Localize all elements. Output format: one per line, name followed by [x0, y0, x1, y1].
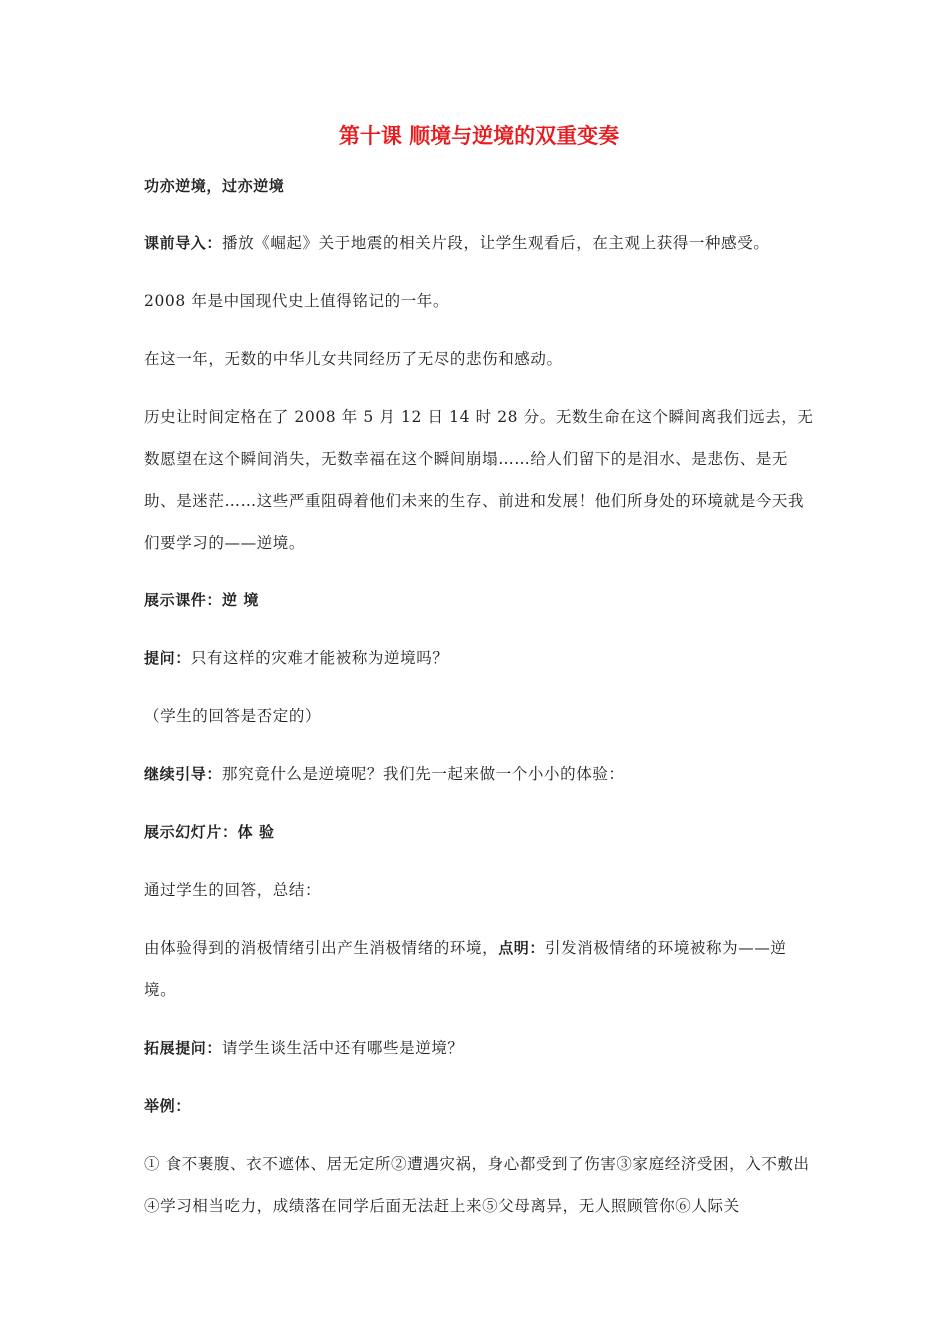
- guide-text: 那究竟什么是逆境呢？我们先一起来做一个小小的体验：: [222, 765, 625, 783]
- lesson-title: 第十课 顺境与逆境的双重变奏: [338, 124, 620, 148]
- question-label: 提问：: [144, 649, 191, 667]
- experience-paragraph: [144, 927, 814, 1011]
- guide-label: 继续引导：: [144, 765, 223, 783]
- example-heading: 举例：: [144, 1097, 191, 1115]
- point-label: 点明：: [498, 939, 546, 957]
- question-paragraph: [144, 644, 814, 672]
- show-courseware: 展示课件：逆 境: [144, 591, 260, 609]
- experience-text-1: 由体验得到的消极情绪引出产生消极情绪的环境，: [144, 939, 499, 957]
- question-text: 只有这样的灾难才能被称为逆境吗？: [190, 649, 449, 667]
- subtitle: 功亦逆境，过亦逆境: [144, 177, 285, 195]
- intro-paragraph: [144, 229, 814, 257]
- paragraph-history: 历史让时间定格在了 2008 年 5 月 12 日 14 时 28 分。无数生命在这个瞬间离我们远去，无数愿望在这个瞬间消失，无数幸福在这个瞬间崩塌……给人们留下的是泪水、是悲伤、是无助、是迷茫……这些严重阻碍着他们未来的生存、前进和发展！他们所身处的环境就是今天我们要学习的——逆境。: [144, 408, 814, 552]
- guide-paragraph: [144, 760, 814, 788]
- extension-text: 请学生谈生活中还有哪些是逆境？: [222, 1039, 464, 1057]
- summary-paragraph: 通过学生的回答，总结：: [144, 881, 322, 899]
- intro-label: 课前导入：: [144, 234, 223, 252]
- student-answer: （学生的回答是否定的）: [144, 707, 322, 725]
- intro-text: 播放《崛起》关于地震的相关片段，让学生观看后，在主观上获得一种感受。: [222, 234, 770, 252]
- extension-label: 拓展提问：: [144, 1039, 223, 1057]
- example-list: ① 食不裹腹、衣不遮体、居无定所②遭遇灾祸，身心都受到了伤害③家庭经济受困，入不敷出④学习相当吃力，成绩落在同学后面无法赶上来⑤父母离异，无人照顾管你⑥人际关: [144, 1155, 810, 1215]
- paragraph-year: 在这一年，无数的中华儿女共同经历了无尽的悲伤和感动。: [144, 350, 563, 368]
- show-slide: 展示幻灯片：体 验: [144, 823, 275, 841]
- extension-paragraph: [144, 1034, 814, 1062]
- experience-text-2: 引发消极情绪的环境被称为——逆境。: [144, 939, 787, 999]
- paragraph-2008: 2008 年是中国现代史上值得铭记的一年。: [144, 292, 449, 310]
